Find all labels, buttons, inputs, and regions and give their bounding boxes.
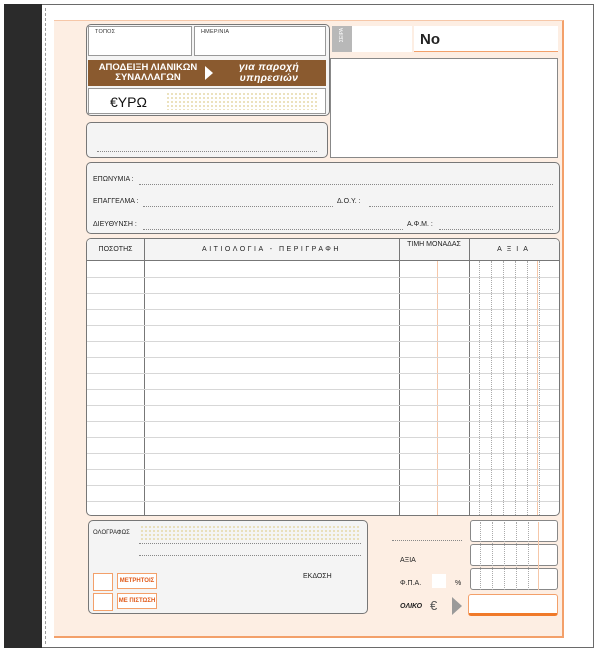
- date-label: ΗΜΕΡ/ΝΙΑ: [201, 29, 230, 35]
- name-label: ΕΠΩΝΥΜΙΑ :: [93, 176, 134, 183]
- dotted-divider: [504, 522, 505, 590]
- in-words-fill-area: [140, 525, 360, 541]
- customer-panel: [86, 162, 560, 234]
- col-quantity-header: ΠΟΣΟΤΗΣ: [98, 246, 133, 253]
- column-divider: [144, 239, 145, 515]
- total-decimal-divider: [538, 522, 539, 590]
- in-words-line[interactable]: [139, 555, 361, 556]
- dotted-divider: [503, 261, 504, 515]
- in-words-line[interactable]: [139, 543, 361, 544]
- table-row[interactable]: [87, 357, 559, 358]
- tax-office-label: Δ.Ο.Υ. :: [337, 198, 361, 205]
- vat-cell[interactable]: [470, 568, 558, 590]
- subtotal-cell[interactable]: [470, 520, 558, 542]
- col-unit-price-header: ΤΙΜΗ ΜΟΝΑΔΑΣ: [407, 241, 461, 248]
- table-row[interactable]: [87, 293, 559, 294]
- dotted-divider: [527, 261, 528, 515]
- arrow-right-icon: [205, 66, 213, 80]
- euro-sign: €: [430, 598, 438, 613]
- total-label: ΟΛΙΚΟ: [400, 603, 423, 610]
- value-label: ΑΞΙΑ: [400, 557, 416, 564]
- currency-label: €ΥΡΩ: [110, 94, 147, 110]
- copies-legend: [24, 190, 36, 300]
- in-words-label: ΟΛΟΓΡΑΦΩΣ: [93, 530, 130, 536]
- issuer-details-box: [330, 58, 558, 158]
- currency-fill-area: [166, 92, 318, 110]
- items-table: [86, 238, 560, 516]
- dotted-divider: [479, 261, 480, 515]
- profession-line[interactable]: [143, 206, 333, 207]
- dotted-divider: [492, 522, 493, 590]
- value-cell[interactable]: [470, 544, 558, 566]
- place-label: ΤΟΠΟΣ: [95, 29, 116, 35]
- dotted-divider: [515, 261, 516, 515]
- address-line[interactable]: [143, 229, 403, 230]
- table-row[interactable]: [87, 453, 559, 454]
- dotted-divider: [539, 261, 540, 515]
- dotted-divider: [491, 261, 492, 515]
- issuer-blank-panel: [86, 122, 328, 158]
- vat-number-line[interactable]: [439, 229, 553, 230]
- credit-checkbox[interactable]: [93, 593, 113, 611]
- table-row[interactable]: [87, 309, 559, 310]
- address-label: ΔΙΕΥΘΥΝΣΗ :: [93, 221, 137, 228]
- dotted-divider: [516, 522, 517, 590]
- tax-office-line[interactable]: [369, 206, 553, 207]
- series-label: ΣΕΙΡΑ: [339, 27, 345, 43]
- table-row[interactable]: [87, 421, 559, 422]
- place-field[interactable]: [88, 26, 192, 56]
- series-field[interactable]: [352, 26, 412, 52]
- credit-option[interactable]: ΜΕ ΠΙΣΤΩΣΗ: [117, 593, 157, 609]
- dotted-divider: [480, 522, 481, 590]
- column-divider: [469, 239, 470, 515]
- perforation-line: [45, 8, 46, 644]
- column-divider: [399, 239, 400, 515]
- table-row[interactable]: [87, 341, 559, 342]
- percent-sign: %: [455, 580, 462, 587]
- dotted-line: [97, 151, 317, 152]
- vat-number-label: Α.Φ.Μ. :: [407, 221, 433, 228]
- date-field[interactable]: [194, 26, 326, 56]
- table-row[interactable]: [87, 389, 559, 390]
- binding-spine: [4, 4, 42, 648]
- dotted-divider: [528, 522, 529, 590]
- vat-rate-field[interactable]: [432, 574, 446, 588]
- receipt-title: ΑΠΟΔΕΙΞΗ ΛΙΑΝΙΚΩΝ ΣΥΝΑΛΛΑΓΩΝ: [98, 62, 198, 83]
- cash-option[interactable]: ΜΕΤΡΗΤΟΙΣ: [117, 573, 157, 589]
- table-row[interactable]: [87, 277, 559, 278]
- vat-label: Φ.Π.Α.: [400, 580, 422, 587]
- table-row[interactable]: [87, 325, 559, 326]
- number-label: No: [420, 31, 440, 48]
- name-line[interactable]: [139, 184, 553, 185]
- table-row[interactable]: [87, 373, 559, 374]
- table-row[interactable]: [87, 501, 559, 502]
- table-row[interactable]: [87, 437, 559, 438]
- totals-divider: [392, 540, 462, 541]
- total-cell[interactable]: [468, 594, 558, 616]
- table-row[interactable]: [87, 485, 559, 486]
- col-value-header: ΑΞΙΑ: [497, 246, 533, 253]
- receipt-subtitle: για παροχή υπηρεσιών: [238, 61, 300, 84]
- issued-label: ΕΚΔΟΣΗ: [303, 573, 332, 580]
- cash-checkbox[interactable]: [93, 573, 113, 591]
- arrow-right-icon: [452, 597, 462, 615]
- profession-label: ΕΠΑΓΓΕΛΜΑ :: [93, 198, 139, 205]
- table-row[interactable]: [87, 469, 559, 470]
- table-row[interactable]: [87, 405, 559, 406]
- col-description-header: ΑΙΤΙΟΛΟΓΙΑ - ΠΕΡΙΓΡΑΦΗ: [202, 246, 341, 253]
